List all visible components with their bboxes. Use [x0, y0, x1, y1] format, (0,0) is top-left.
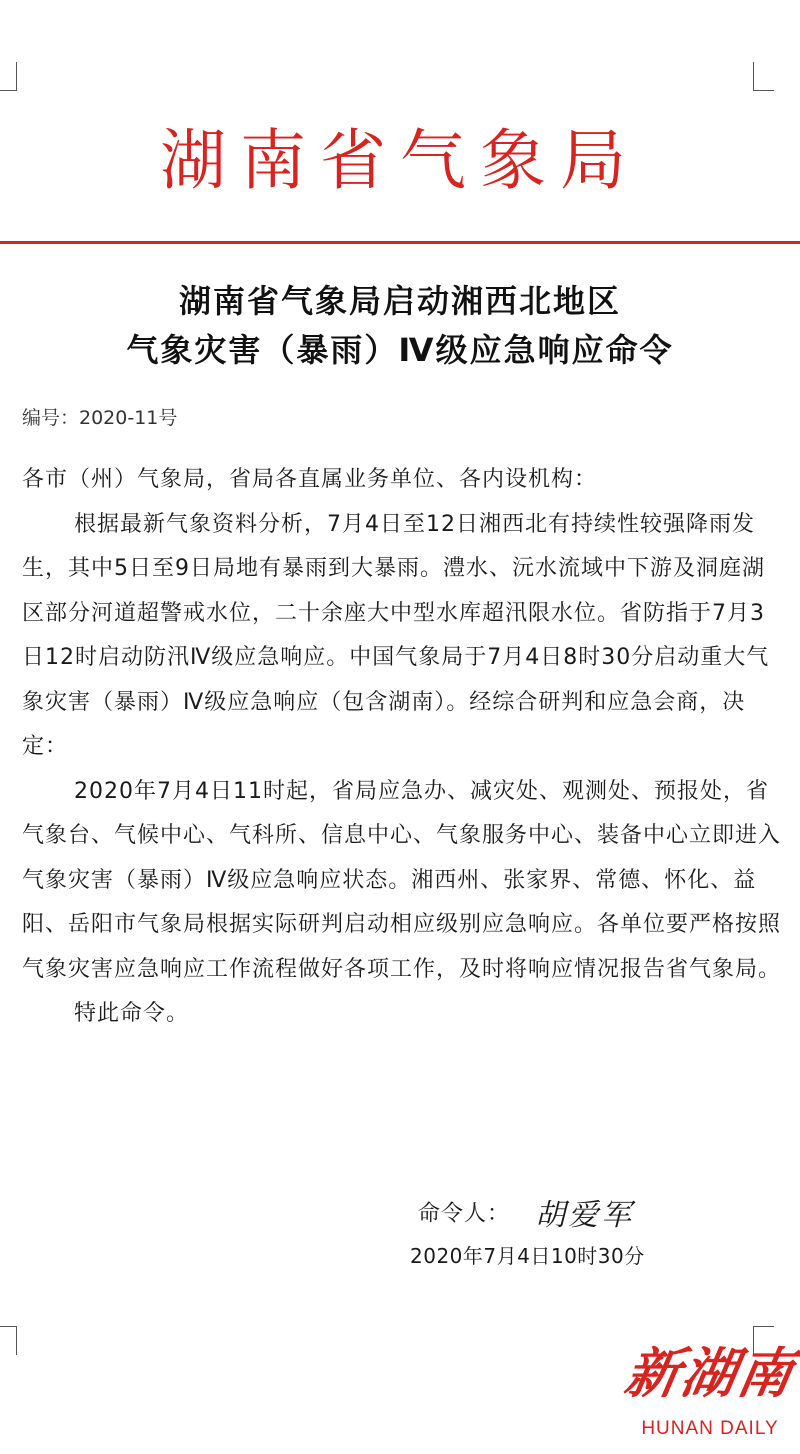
- page-corner-mark-top-right: [753, 62, 774, 91]
- red-divider-line: [0, 241, 800, 244]
- document-title-line-1: 湖南省气象局启动湘西北地区: [178, 282, 621, 320]
- page-corner-mark-top-left: [0, 62, 17, 91]
- document-title-line-2: 气象灾害（暴雨）Ⅳ级应急响应命令: [126, 331, 674, 369]
- salutation: 各市（州）气象局，省局各直属业务单位、各内设机构：: [22, 467, 598, 492]
- signer-row: [418, 1190, 635, 1233]
- signing-date: 2020年7月4日10时30分: [410, 1244, 645, 1268]
- body-paragraph-2: 2020年7月4日11时起，省局应急办、减灾处、观测处、预报处，省气象台、气候中心、气科所、信息中心、气象服务中心、装备中心立即进入气象灾害（暴雨）Ⅳ级应急响应状态。湘西州、张家界、常德、怀化、益阳、岳阳市气象局根据实际研判启动相应级别应急响应。各单位要严格按照气象灾害应急响应工作流程做好各项工作，及时将响应情况报告省气象局。: [22, 778, 782, 982]
- org-header: 湖南省气象局: [160, 122, 640, 199]
- watermark-subtitle: HUNAN DAILY: [641, 1418, 779, 1439]
- watermark-logo: 新湖南: [620, 1341, 800, 1405]
- body-paragraph-1: 根据最新气象资料分析，7月4日至12日湘西北有持续性较强降雨发生，其中5日至9日局地有暴雨到大暴雨。澧水、沅水流域中下游及洞庭湖区部分河道超警戒水位，二十余座大中型水库超汛限水位。省防指于7月3日12时启动防汛Ⅳ级应急响应。中国气象局于7月4日8时30分启动重大气象灾害（暴雨）Ⅳ级应急响应（包含湖南）。经综合研判和应急会商，决定：: [22, 511, 770, 759]
- closing-line: 特此命令。: [74, 1001, 190, 1026]
- page-corner-mark-bottom-left: [0, 1326, 17, 1355]
- document-number: 编号：2020-11号: [22, 407, 178, 429]
- signer-signature: 胡爱军: [535, 1198, 635, 1233]
- hunan-daily-watermark: [620, 1338, 800, 1454]
- document-body: [22, 458, 782, 1037]
- signer-label: 命令人：: [418, 1201, 511, 1227]
